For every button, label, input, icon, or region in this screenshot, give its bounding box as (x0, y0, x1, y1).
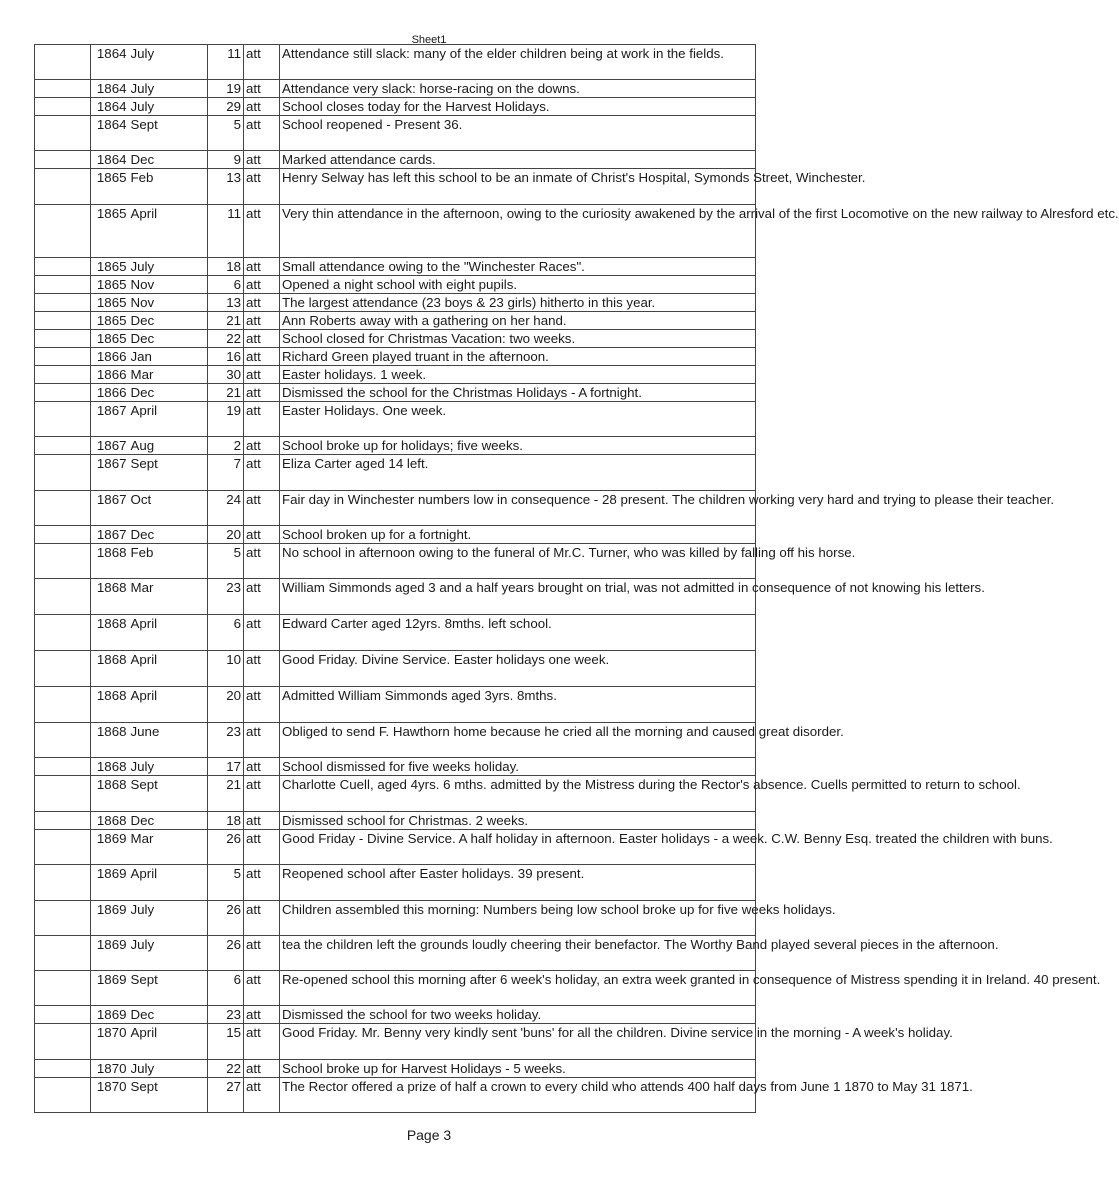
month-cell: Sept (129, 971, 208, 1006)
month-cell: Feb (129, 169, 208, 205)
year-cell: 1866 (91, 348, 129, 366)
year-cell: 1867 (91, 455, 129, 491)
year-cell: 1868 (91, 723, 129, 758)
month-cell: Feb (129, 544, 208, 579)
table-row (35, 98, 756, 116)
day-cell: 26 (208, 936, 244, 971)
day-cell: 22 (208, 1060, 244, 1078)
note-cell: Easter Holidays. One week. (280, 402, 756, 437)
month-cell: Dec (129, 151, 208, 169)
day-cell: 13 (208, 169, 244, 205)
note-cell: Dismissed the school for the Christmas Holidays - A fortnight. (280, 384, 756, 402)
year-cell: 1865 (91, 330, 129, 348)
att-cell: att (244, 98, 280, 116)
att-cell: att (244, 1006, 280, 1024)
note-cell: Good Friday. Divine Service. Easter holidays one week. (280, 651, 756, 687)
note-cell: School reopened - Present 36. (280, 116, 756, 151)
month-cell: Mar (129, 830, 208, 865)
day-cell: 29 (208, 98, 244, 116)
blank-cell (35, 1024, 91, 1060)
blank-cell (35, 348, 91, 366)
note-cell: School closed for Christmas Vacation: two weeks. (280, 330, 756, 348)
att-cell: att (244, 579, 280, 615)
year-cell: 1865 (91, 276, 129, 294)
day-cell: 2 (208, 437, 244, 455)
att-cell: att (244, 865, 280, 901)
att-cell: att (244, 276, 280, 294)
att-cell: att (244, 812, 280, 830)
table-row (35, 169, 756, 205)
year-cell: 1864 (91, 116, 129, 151)
blank-cell (35, 1078, 91, 1113)
blank-cell (35, 491, 91, 526)
month-cell: June (129, 723, 208, 758)
note-cell: The Rector offered a prize of half a crown to every child who attends 400 half days from June 1 1870 to May 31 1871. (280, 1078, 756, 1113)
table-row (35, 579, 756, 615)
table-row (35, 45, 756, 80)
blank-cell (35, 258, 91, 276)
day-cell: 6 (208, 971, 244, 1006)
day-cell: 18 (208, 258, 244, 276)
note-cell: Good Friday - Divine Service. A half holiday in afternoon. Easter holidays - a week. C.W. Benny Esq. treated the children with buns. (280, 830, 756, 865)
table-row (35, 258, 756, 276)
table-row (35, 812, 756, 830)
note-cell: Marked attendance cards. (280, 151, 756, 169)
month-cell: Dec (129, 1006, 208, 1024)
blank-cell (35, 437, 91, 455)
day-cell: 23 (208, 1006, 244, 1024)
year-cell: 1868 (91, 687, 129, 723)
note-cell: Very thin attendance in the afternoon, owing to the curiosity awakened by the arrival of the first Locomotive on the new railway to Alresford etc. (280, 205, 756, 258)
blank-cell (35, 384, 91, 402)
blank-cell (35, 151, 91, 169)
year-cell: 1870 (91, 1078, 129, 1113)
month-cell: Dec (129, 312, 208, 330)
year-cell: 1870 (91, 1024, 129, 1060)
table-row (35, 330, 756, 348)
blank-cell (35, 723, 91, 758)
year-cell: 1869 (91, 971, 129, 1006)
day-cell: 16 (208, 348, 244, 366)
month-cell: Oct (129, 491, 208, 526)
day-cell: 6 (208, 615, 244, 651)
note-cell: Charlotte Cuell, aged 4yrs. 6 mths. admitted by the Mistress during the Rector's absence. Cuells permitted to return to school. (280, 776, 756, 812)
year-cell: 1868 (91, 812, 129, 830)
year-cell: 1868 (91, 758, 129, 776)
blank-cell (35, 865, 91, 901)
month-cell: Sept (129, 116, 208, 151)
year-cell: 1869 (91, 865, 129, 901)
year-cell: 1868 (91, 651, 129, 687)
year-cell: 1868 (91, 776, 129, 812)
note-cell: School broke up for holidays; five weeks. (280, 437, 756, 455)
att-cell: att (244, 758, 280, 776)
note-cell: Fair day in Winchester numbers low in consequence - 28 present. The children working very hard and trying to please their teacher. (280, 491, 756, 526)
table-row (35, 1078, 756, 1113)
table-row (35, 971, 756, 1006)
day-cell: 20 (208, 526, 244, 544)
day-cell: 9 (208, 151, 244, 169)
att-cell: att (244, 830, 280, 865)
table-row (35, 402, 756, 437)
note-cell: Good Friday. Mr. Benny very kindly sent 'buns' for all the children. Divine service in the morning - A week's holiday. (280, 1024, 756, 1060)
att-cell: att (244, 80, 280, 98)
month-cell: Jan (129, 348, 208, 366)
year-cell: 1865 (91, 258, 129, 276)
year-cell: 1866 (91, 384, 129, 402)
note-cell: School closes today for the Harvest Holidays. (280, 98, 756, 116)
table-row (35, 366, 756, 384)
day-cell: 11 (208, 45, 244, 80)
year-cell: 1864 (91, 151, 129, 169)
table-row (35, 758, 756, 776)
table-row (35, 901, 756, 936)
month-cell: Mar (129, 579, 208, 615)
blank-cell (35, 615, 91, 651)
note-cell: Easter holidays. 1 week. (280, 366, 756, 384)
table-row (35, 776, 756, 812)
table-row (35, 384, 756, 402)
day-cell: 18 (208, 812, 244, 830)
year-cell: 1865 (91, 205, 129, 258)
blank-cell (35, 402, 91, 437)
att-cell: att (244, 205, 280, 258)
table-row (35, 1024, 756, 1060)
day-cell: 5 (208, 865, 244, 901)
blank-cell (35, 1060, 91, 1078)
logbook-table (34, 44, 1119, 1113)
year-cell: 1865 (91, 169, 129, 205)
month-cell: July (129, 258, 208, 276)
att-cell: att (244, 687, 280, 723)
att-cell: att (244, 491, 280, 526)
month-cell: April (129, 687, 208, 723)
note-cell: Dismissed the school for two weeks holiday. (280, 1006, 756, 1024)
year-cell: 1869 (91, 936, 129, 971)
year-cell: 1869 (91, 901, 129, 936)
att-cell: att (244, 971, 280, 1006)
day-cell: 19 (208, 402, 244, 437)
note-cell: Dismissed school for Christmas. 2 weeks. (280, 812, 756, 830)
table-row (35, 865, 756, 901)
blank-cell (35, 544, 91, 579)
note-cell: The largest attendance (23 boys & 23 girls) hitherto in this year. (280, 294, 756, 312)
month-cell: July (129, 901, 208, 936)
month-cell: Dec (129, 812, 208, 830)
table-row (35, 526, 756, 544)
att-cell: att (244, 116, 280, 151)
blank-cell (35, 1006, 91, 1024)
day-cell: 11 (208, 205, 244, 258)
note-cell: School broke up for Harvest Holidays - 5 weeks. (280, 1060, 756, 1078)
blank-cell (35, 276, 91, 294)
note-cell: Attendance still slack: many of the elder children being at work in the fields. (280, 45, 756, 80)
note-cell: No school in afternoon owing to the funeral of Mr.C. Turner, who was killed by falling off his horse. (280, 544, 756, 579)
sheet-title: Sheet1 (411, 34, 447, 46)
table-row (35, 491, 756, 526)
note-cell: Obliged to send F. Hawthorn home because he cried all the morning and caused great disorder. (280, 723, 756, 758)
day-cell: 27 (208, 1078, 244, 1113)
table-row (35, 651, 756, 687)
table-row (35, 455, 756, 491)
att-cell: att (244, 384, 280, 402)
blank-cell (35, 971, 91, 1006)
note-cell: Reopened school after Easter holidays. 39 present. (280, 865, 756, 901)
att-cell: att (244, 544, 280, 579)
year-cell: 1869 (91, 1006, 129, 1024)
year-cell: 1864 (91, 80, 129, 98)
att-cell: att (244, 936, 280, 971)
day-cell: 10 (208, 651, 244, 687)
note-cell: William Simmonds aged 3 and a half years brought on trial, was not admitted in consequence of not knowing his letters. (280, 579, 756, 615)
day-cell: 26 (208, 830, 244, 865)
note-cell: School dismissed for five weeks holiday. (280, 758, 756, 776)
note-cell: tea the children left the grounds loudly cheering their benefactor. The Worthy Band played several pieces in the afternoon. (280, 936, 756, 971)
day-cell: 13 (208, 294, 244, 312)
blank-cell (35, 455, 91, 491)
year-cell: 1865 (91, 312, 129, 330)
blank-cell (35, 294, 91, 312)
month-cell: Nov (129, 276, 208, 294)
table-row (35, 294, 756, 312)
day-cell: 24 (208, 491, 244, 526)
att-cell: att (244, 312, 280, 330)
table-row (35, 544, 756, 579)
blank-cell (35, 330, 91, 348)
att-cell: att (244, 258, 280, 276)
note-cell: Small attendance owing to the "Winchester Races". (280, 258, 756, 276)
table-row (35, 830, 756, 865)
month-cell: April (129, 402, 208, 437)
table-row (35, 437, 756, 455)
att-cell: att (244, 169, 280, 205)
blank-cell (35, 830, 91, 865)
day-cell: 21 (208, 312, 244, 330)
att-cell: att (244, 615, 280, 651)
month-cell: April (129, 615, 208, 651)
att-cell: att (244, 45, 280, 80)
blank-cell (35, 366, 91, 384)
table-row (35, 615, 756, 651)
note-cell: Edward Carter aged 12yrs. 8mths. left school. (280, 615, 756, 651)
att-cell: att (244, 294, 280, 312)
table-row (35, 276, 756, 294)
day-cell: 17 (208, 758, 244, 776)
day-cell: 26 (208, 901, 244, 936)
blank-cell (35, 579, 91, 615)
blank-cell (35, 312, 91, 330)
month-cell: July (129, 98, 208, 116)
table-row (35, 723, 756, 758)
logbook-body (35, 45, 1119, 1113)
att-cell: att (244, 455, 280, 491)
att-cell: att (244, 651, 280, 687)
day-cell: 6 (208, 276, 244, 294)
blank-cell (35, 758, 91, 776)
blank-cell (35, 936, 91, 971)
note-cell: Attendance very slack: horse-racing on the downs. (280, 80, 756, 98)
day-cell: 21 (208, 384, 244, 402)
month-cell: Sept (129, 1078, 208, 1113)
month-cell: April (129, 1024, 208, 1060)
month-cell: July (129, 80, 208, 98)
blank-cell (35, 45, 91, 80)
month-cell: July (129, 936, 208, 971)
day-cell: 22 (208, 330, 244, 348)
table-row (35, 348, 756, 366)
att-cell: att (244, 723, 280, 758)
table-row (35, 936, 756, 971)
blank-cell (35, 687, 91, 723)
year-cell: 1867 (91, 491, 129, 526)
month-cell: Dec (129, 384, 208, 402)
att-cell: att (244, 402, 280, 437)
day-cell: 7 (208, 455, 244, 491)
blank-cell (35, 901, 91, 936)
table-row (35, 80, 756, 98)
table-row (35, 1060, 756, 1078)
month-cell: Aug (129, 437, 208, 455)
att-cell: att (244, 437, 280, 455)
year-cell: 1864 (91, 98, 129, 116)
month-cell: Sept (129, 776, 208, 812)
blank-cell (35, 80, 91, 98)
year-cell: 1868 (91, 615, 129, 651)
day-cell: 30 (208, 366, 244, 384)
note-cell: School broken up for a fortnight. (280, 526, 756, 544)
day-cell: 21 (208, 776, 244, 812)
note-cell: Eliza Carter aged 14 left. (280, 455, 756, 491)
table-row (35, 687, 756, 723)
day-cell: 15 (208, 1024, 244, 1060)
att-cell: att (244, 151, 280, 169)
blank-cell (35, 98, 91, 116)
blank-cell (35, 116, 91, 151)
att-cell: att (244, 348, 280, 366)
note-cell: Children assembled this morning: Numbers being low school broke up for five weeks holidays. (280, 901, 756, 936)
year-cell: 1867 (91, 526, 129, 544)
year-cell: 1868 (91, 544, 129, 579)
month-cell: July (129, 758, 208, 776)
day-cell: 5 (208, 116, 244, 151)
day-cell: 23 (208, 579, 244, 615)
table-row (35, 116, 756, 151)
day-cell: 20 (208, 687, 244, 723)
year-cell: 1869 (91, 830, 129, 865)
att-cell: att (244, 526, 280, 544)
table-row (35, 205, 756, 258)
month-cell: Dec (129, 526, 208, 544)
blank-cell (35, 776, 91, 812)
year-cell: 1867 (91, 437, 129, 455)
table-row (35, 1006, 756, 1024)
blank-cell (35, 526, 91, 544)
blank-cell (35, 205, 91, 258)
year-cell: 1864 (91, 45, 129, 80)
month-cell: April (129, 865, 208, 901)
att-cell: att (244, 330, 280, 348)
table-row (35, 151, 756, 169)
note-cell: Henry Selway has left this school to be an inmate of Christ's Hospital, Symonds Street, Winchester. (280, 169, 756, 205)
att-cell: att (244, 1060, 280, 1078)
blank-cell (35, 651, 91, 687)
year-cell: 1867 (91, 402, 129, 437)
blank-cell (35, 812, 91, 830)
att-cell: att (244, 366, 280, 384)
year-cell: 1866 (91, 366, 129, 384)
month-cell: Nov (129, 294, 208, 312)
month-cell: April (129, 651, 208, 687)
year-cell: 1868 (91, 579, 129, 615)
month-cell: July (129, 1060, 208, 1078)
note-cell: Opened a night school with eight pupils. (280, 276, 756, 294)
att-cell: att (244, 901, 280, 936)
month-cell: April (129, 205, 208, 258)
att-cell: att (244, 1024, 280, 1060)
month-cell: Sept (129, 455, 208, 491)
year-cell: 1870 (91, 1060, 129, 1078)
note-cell: Re-opened school this morning after 6 week's holiday, an extra week granted in consequence of Mistress spending it in Ireland. 40 present. (280, 971, 756, 1006)
table-row (35, 312, 756, 330)
note-cell: Admitted William Simmonds aged 3yrs. 8mths. (280, 687, 756, 723)
att-cell: att (244, 776, 280, 812)
page-number: Page 3 (406, 1127, 452, 1143)
note-cell: Ann Roberts away with a gathering on her hand. (280, 312, 756, 330)
blank-cell (35, 169, 91, 205)
month-cell: Dec (129, 330, 208, 348)
month-cell: July (129, 45, 208, 80)
note-cell: Richard Green played truant in the afternoon. (280, 348, 756, 366)
day-cell: 23 (208, 723, 244, 758)
year-cell: 1865 (91, 294, 129, 312)
att-cell: att (244, 1078, 280, 1113)
day-cell: 5 (208, 544, 244, 579)
month-cell: Mar (129, 366, 208, 384)
day-cell: 19 (208, 80, 244, 98)
